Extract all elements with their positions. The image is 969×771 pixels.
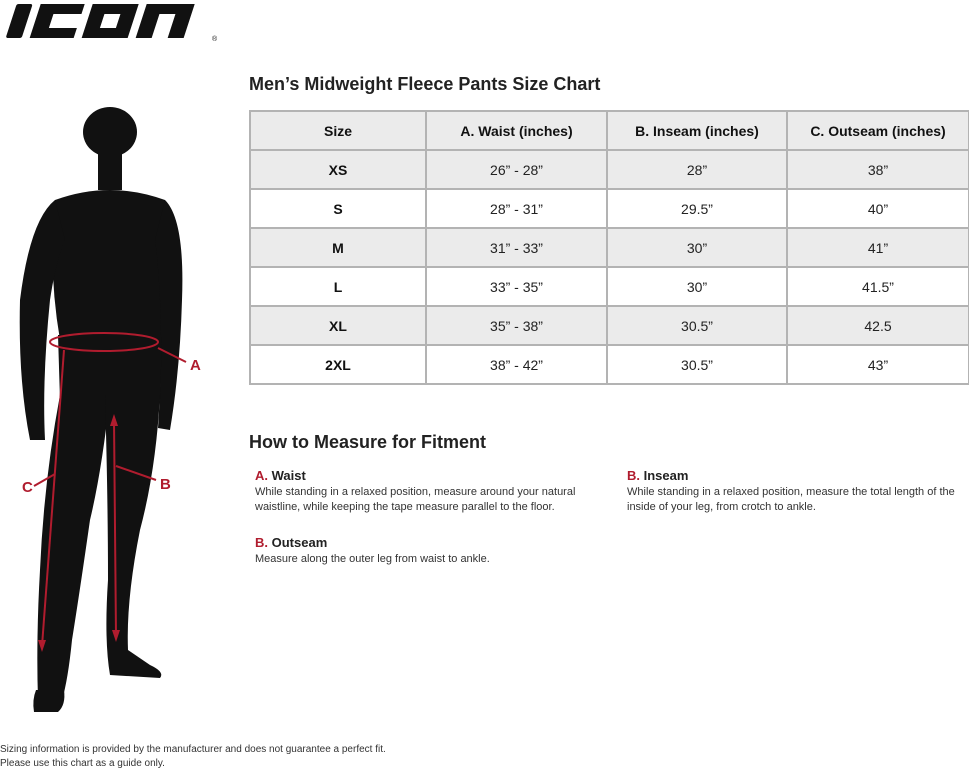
outseam-cell: 43” xyxy=(787,345,969,384)
inseam-cell: 28” xyxy=(607,150,787,189)
icon-logo xyxy=(0,0,222,44)
column-header-outseam: C. Outseam (inches) xyxy=(787,111,969,150)
outseam-cell: 40” xyxy=(787,189,969,228)
size-chart-table xyxy=(249,110,969,385)
outseam-cell: 42.5 xyxy=(787,306,969,345)
label-b: B xyxy=(160,476,171,493)
size-cell: M xyxy=(250,228,426,267)
size-cell: 2XL xyxy=(250,345,426,384)
waist-cell: 28” - 31” xyxy=(426,189,607,228)
column-header-size: Size xyxy=(250,111,426,150)
measure-item-outseam xyxy=(255,535,595,567)
measure-item-inseam xyxy=(627,468,967,515)
table-row xyxy=(250,228,969,267)
measure-name: Inseam xyxy=(643,468,689,483)
measure-letter: B. xyxy=(627,468,640,483)
size-chart-title: Men’s Midweight Fleece Pants Size Chart xyxy=(249,74,601,94)
measure-letter: B. xyxy=(255,535,268,550)
measure-description: Measure along the outer leg from waist to ankle. xyxy=(255,553,490,565)
waist-cell: 38” - 42” xyxy=(426,345,607,384)
table-header-row xyxy=(250,111,969,150)
waist-cell: 26” - 28” xyxy=(426,150,607,189)
label-a: A xyxy=(190,357,201,374)
body-silhouette-diagram xyxy=(0,100,210,715)
measure-name: Outseam xyxy=(271,535,328,550)
inseam-cell: 30” xyxy=(607,267,787,306)
table-row xyxy=(250,345,969,384)
size-cell: S xyxy=(250,189,426,228)
column-header-waist: A. Waist (inches) xyxy=(426,111,607,150)
measure-item-waist xyxy=(255,468,595,515)
column-header-inseam: B. Inseam (inches) xyxy=(607,111,787,150)
inseam-cell: 29.5” xyxy=(607,189,787,228)
size-cell: XS xyxy=(250,150,426,189)
measure-description: While standing in a relaxed position, measure around your natural waistline, while keeping the tape measure parallel to the floor. xyxy=(255,486,576,513)
outseam-cell: 41” xyxy=(787,228,969,267)
disclaimer-line-1: Sizing information is provided by the manufacturer and does not guarantee a perfect fit. xyxy=(0,744,386,755)
size-cell: XL xyxy=(250,306,426,345)
measure-letter: A. xyxy=(255,468,268,483)
waist-cell: 31” - 33” xyxy=(426,228,607,267)
table-row xyxy=(250,306,969,345)
how-to-measure-title: How to Measure for Fitment xyxy=(249,432,487,452)
svg-text:®: ® xyxy=(212,36,218,43)
waist-cell: 35” - 38” xyxy=(426,306,607,345)
table-row xyxy=(250,267,969,306)
size-cell: L xyxy=(250,267,426,306)
table-row xyxy=(250,150,969,189)
outseam-cell: 38” xyxy=(787,150,969,189)
inseam-cell: 30.5” xyxy=(607,306,787,345)
label-c: C xyxy=(22,479,33,496)
measure-name: Waist xyxy=(271,468,306,483)
disclaimer xyxy=(0,743,386,771)
disclaimer-line-2: Please use this chart as a guide only. xyxy=(0,758,165,769)
inseam-cell: 30” xyxy=(607,228,787,267)
inseam-cell: 30.5” xyxy=(607,345,787,384)
measure-description: While standing in a relaxed position, measure the total length of the inside of your leg, from crotch to ankle. xyxy=(627,486,955,513)
outseam-cell: 41.5” xyxy=(787,267,969,306)
waist-cell: 33” - 35” xyxy=(426,267,607,306)
table-row xyxy=(250,189,969,228)
